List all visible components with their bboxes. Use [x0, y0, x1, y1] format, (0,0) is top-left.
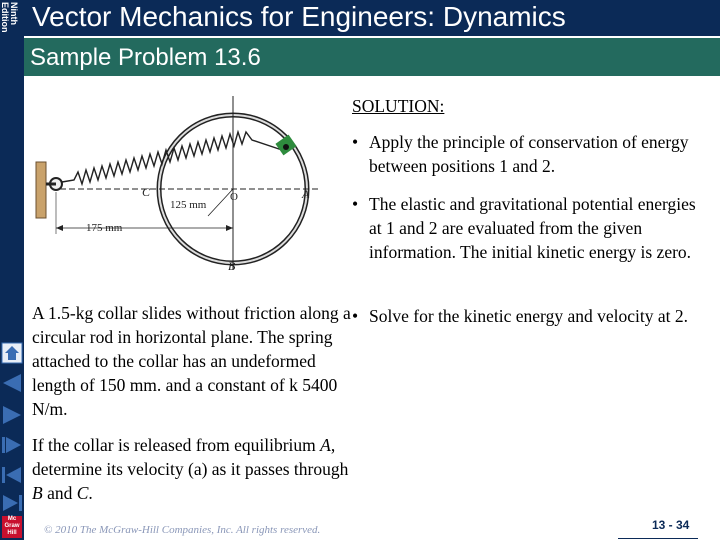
problem-text: If the collar is released from equilibrium	[32, 435, 321, 455]
solution-bullet-2: • The elastic and gravitational potential energies at 1 and 2 are evaluated from the given information. The initial kinetic energy is zero.	[352, 192, 712, 264]
previous-button[interactable]	[1, 372, 23, 394]
page-title: Vector Mechanics for Engineers: Dynamics	[32, 1, 566, 32]
mcgraw-hill-logo: Mc Graw Hill	[2, 516, 22, 538]
home-icon	[1, 342, 23, 364]
problem-paragraph-2	[32, 433, 354, 505]
footer-rule	[618, 538, 698, 539]
solution-label: SOLUTION	[352, 96, 440, 116]
label-a: A	[302, 187, 310, 201]
edition-line-2: Edition	[0, 2, 10, 33]
solution-bullets	[352, 130, 712, 278]
problem-text: , determine its velocity (a) as it passes through	[32, 435, 349, 479]
edition-label	[0, 2, 24, 42]
home-button[interactable]	[1, 342, 23, 364]
solution-bullet-3: • Solve for the kinetic energy and velocity at 2.	[352, 304, 720, 328]
label-b: B	[228, 259, 236, 273]
label-c: C	[142, 185, 151, 199]
back-button[interactable]	[1, 404, 23, 426]
collar	[275, 135, 296, 156]
edition-line-1: Ninth	[9, 2, 19, 25]
copyright-notice: © 2010 The McGraw-Hill Companies, Inc. All rights reserved.	[44, 524, 321, 536]
solution-heading	[352, 94, 444, 118]
left-sidebar	[0, 0, 24, 540]
distance-label: 175 mm	[86, 222, 123, 234]
radius-label: 125 mm	[170, 199, 207, 211]
label-o: O	[230, 191, 238, 203]
subtitle-bar	[24, 38, 720, 76]
problem-text: .	[88, 483, 93, 503]
next-button[interactable]	[1, 434, 23, 456]
title-bar	[24, 0, 720, 36]
previous-icon	[1, 372, 23, 394]
problem-paragraph-1: A 1.5-kg collar slides without friction along a circular rod in horizontal plane. The spring attached to the collar has an undeformed length of 150 mm. and a constant of k 5400 N/m.	[32, 303, 351, 419]
problem-statement	[32, 301, 354, 517]
page-subtitle: Sample Problem 13.6	[30, 44, 261, 71]
solution-colon: :	[439, 96, 445, 116]
position-b: B	[32, 483, 43, 503]
position-c: C	[76, 483, 89, 503]
page-number: 13 - 34	[652, 518, 690, 532]
header	[24, 0, 720, 76]
collar-spring-figure	[30, 92, 330, 277]
next-icon	[1, 434, 23, 456]
last-icon	[1, 492, 23, 514]
wall-support	[36, 162, 46, 218]
back-icon	[1, 404, 23, 426]
first-button[interactable]	[1, 464, 23, 486]
spring	[62, 132, 282, 184]
solution-bullet-1: • Apply the principle of conservation of energy between positions 1 and 2.	[352, 130, 712, 178]
last-button[interactable]	[1, 492, 23, 514]
first-icon	[1, 464, 23, 486]
problem-text: and	[42, 483, 77, 503]
position-a: A	[320, 435, 331, 455]
